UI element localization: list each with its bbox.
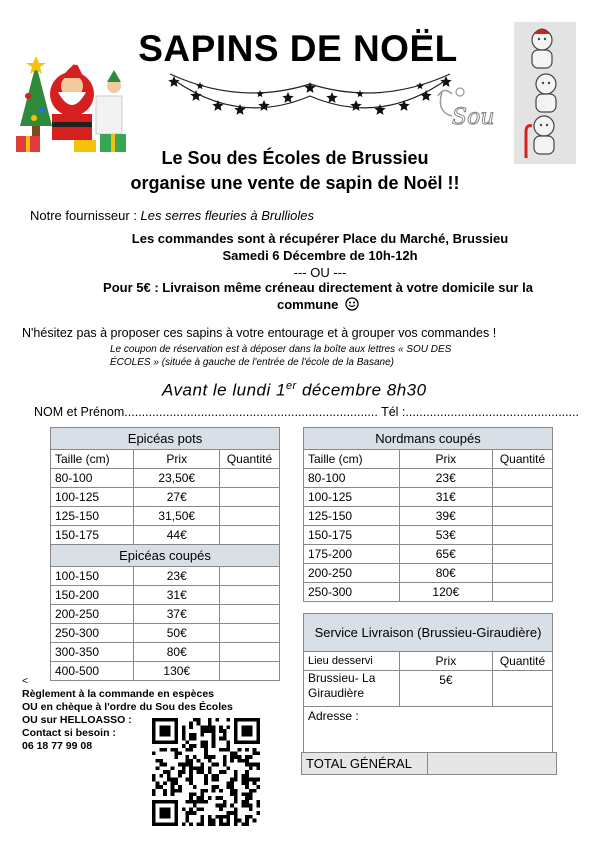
- service-title: Service Livraison (Brussieu-Giraudière): [304, 614, 553, 652]
- table-row: [51, 469, 280, 488]
- total-input[interactable]: [427, 753, 556, 775]
- supplier-name: Les serres fleuries à Brullioles: [140, 208, 314, 223]
- column-header: Lieu desservi: [304, 652, 400, 671]
- quantity-input[interactable]: [220, 605, 280, 624]
- size-cell: 150-175: [51, 526, 134, 545]
- column-header: Prix: [399, 652, 492, 671]
- size-cell: 400-500: [51, 662, 134, 681]
- quantity-input[interactable]: [220, 567, 280, 586]
- table-row: [51, 586, 280, 605]
- address-field[interactable]: [304, 707, 553, 757]
- size-cell: 175-200: [304, 545, 400, 564]
- quantity-input[interactable]: [493, 545, 553, 564]
- column-header: Prix: [399, 450, 493, 469]
- price-cell: 31€: [134, 586, 220, 605]
- quantity-input[interactable]: [493, 469, 553, 488]
- price-cell: 80€: [399, 564, 493, 583]
- star-icon: [256, 90, 264, 97]
- contact-phone: 06 18 77 99 08: [22, 740, 93, 752]
- quantity-input[interactable]: [493, 564, 553, 583]
- column-header: Prix: [134, 450, 220, 469]
- quantity-input[interactable]: [493, 583, 553, 602]
- column-header: Quantité: [220, 450, 280, 469]
- sou-des-ecoles-logo: [430, 82, 500, 130]
- size-cell: 125-150: [51, 507, 134, 526]
- table-row: [51, 507, 280, 526]
- size-cell: 100-125: [304, 488, 400, 507]
- star-icon: [356, 90, 364, 97]
- page-title: SAPINS DE NOËL: [138, 28, 458, 69]
- quantity-input[interactable]: [493, 488, 553, 507]
- price-cell: 65€: [399, 545, 493, 564]
- price-cell: 50€: [134, 624, 220, 643]
- delivery-line1: Pour 5€ : Livraison même créneau directement à votre domicile sur la: [103, 280, 533, 295]
- delivery-line2: commune: [276, 297, 339, 312]
- quantity-input[interactable]: [220, 488, 280, 507]
- epiceas-pots-title: Epicéas pots: [51, 428, 280, 450]
- size-cell: 80-100: [51, 469, 134, 488]
- size-cell: 100-125: [51, 488, 134, 507]
- price-cell: 31€: [399, 488, 493, 507]
- delivery-info: [58, 279, 578, 315]
- table-row: [304, 507, 553, 526]
- star-icon: [304, 82, 315, 93]
- smiley-icon: [345, 297, 359, 315]
- delivery-quantity-input[interactable]: [493, 671, 553, 707]
- table-row: [51, 643, 280, 662]
- star-icon: [326, 92, 337, 103]
- size-cell: 100-150: [51, 567, 134, 586]
- column-header: Taille (cm): [304, 450, 400, 469]
- star-icon: [398, 100, 409, 111]
- price-cell: 23€: [134, 567, 220, 586]
- total-row: [301, 752, 557, 775]
- price-cell: 53€: [399, 526, 493, 545]
- org-heading-line1: Le Sou des Écoles de Brussieu: [161, 148, 429, 168]
- table-row: [304, 526, 553, 545]
- payment-line: OU en chèque à l'ordre du Sou des Écoles: [22, 701, 233, 713]
- address-label: Adresse :: [308, 709, 359, 723]
- price-cell: 23€: [399, 469, 493, 488]
- table-row: [51, 488, 280, 507]
- order-deadline: [162, 380, 427, 401]
- coupon-note-line1: Le coupon de réservation est à déposer dans la boîte aux lettres « SOU DES: [110, 344, 452, 355]
- deadline-sup: er: [285, 380, 297, 392]
- table-row: [304, 583, 553, 602]
- price-cell: 27€: [134, 488, 220, 507]
- size-cell: 80-100: [304, 469, 400, 488]
- quantity-input[interactable]: [220, 526, 280, 545]
- quantity-input[interactable]: [493, 526, 553, 545]
- star-icon: [416, 82, 424, 89]
- column-header: Quantité: [493, 450, 553, 469]
- organization-heading: [60, 146, 530, 196]
- pickup-date: Samedi 6 Décembre de 10h-12h: [222, 248, 418, 263]
- table-row: [51, 624, 280, 643]
- deadline-text-end: décembre 8h30: [296, 380, 427, 400]
- or-separator: --- OU ---: [293, 265, 347, 280]
- gingerbread-decoration: [514, 22, 576, 164]
- nordmans-table: [303, 427, 553, 602]
- contact-label: Contact si besoin :: [22, 727, 116, 739]
- pickup-location: Les commandes sont à récupérer Place du Marché, Brussieu: [131, 231, 509, 246]
- table-row: [304, 564, 553, 583]
- santa-illustration: [14, 56, 134, 156]
- delivery-price: 5€: [399, 671, 492, 707]
- table-row: [304, 545, 553, 564]
- size-cell: 150-175: [304, 526, 400, 545]
- star-icon: [282, 92, 293, 103]
- payment-line: Règlement à la commande en espèces: [22, 688, 214, 700]
- coupon-note-line2: ÉCOLES » (située à gauche de l'entrée de l'école de la Basane): [110, 357, 394, 368]
- epiceas-coupes-title: Epicéas coupés: [51, 545, 280, 567]
- size-cell: 250-300: [51, 624, 134, 643]
- quantity-input[interactable]: [220, 507, 280, 526]
- payment-line: OU sur HELLOASSO :: [22, 714, 132, 726]
- quantity-input[interactable]: [220, 624, 280, 643]
- logo-text: Sou: [452, 105, 495, 130]
- delivery-place: Brussieu- La Giraudière: [304, 671, 400, 707]
- total-label: TOTAL GÉNÉRAL: [302, 753, 428, 775]
- price-cell: 130€: [134, 662, 220, 681]
- supplier-line: [30, 207, 314, 224]
- table-row: [304, 488, 553, 507]
- star-garland-decoration: [160, 66, 460, 136]
- encourage-text: N'hésitez pas à proposer ces sapins à votre entourage et à grouper vos commandes !: [22, 326, 497, 340]
- size-cell: 125-150: [304, 507, 400, 526]
- delivery-service-table: [303, 613, 553, 757]
- size-cell: 300-350: [51, 643, 134, 662]
- size-cell: 200-250: [51, 605, 134, 624]
- name-phone-field[interactable]: NOM et Prénom......................................................................... Tél :..................................................: [34, 405, 580, 419]
- supplier-label: Notre fournisseur :: [30, 208, 141, 223]
- payment-marker: <: [22, 675, 29, 687]
- price-cell: 80€: [134, 643, 220, 662]
- star-icon: [258, 100, 269, 111]
- quantity-input[interactable]: [220, 469, 280, 488]
- star-icon: [234, 104, 245, 115]
- price-cell: 31,50€: [134, 507, 220, 526]
- table-row: [51, 567, 280, 586]
- coupon-note: [110, 343, 530, 369]
- price-cell: 39€: [399, 507, 493, 526]
- price-cell: 37€: [134, 605, 220, 624]
- table-row: [304, 469, 553, 488]
- size-cell: 250-300: [304, 583, 400, 602]
- price-cell: 120€: [399, 583, 493, 602]
- star-icon: [350, 100, 361, 111]
- deadline-text: Avant le lundi 1: [162, 380, 286, 400]
- column-header: Taille (cm): [51, 450, 134, 469]
- size-cell: 200-250: [304, 564, 400, 583]
- size-cell: 150-200: [51, 586, 134, 605]
- pickup-info: [60, 230, 580, 281]
- org-heading-line2: organise une vente de sapin de Noël !!: [130, 173, 460, 193]
- quantity-input[interactable]: [220, 643, 280, 662]
- helloasso-qr-code[interactable]: [152, 718, 260, 826]
- nordmans-title: Nordmans coupés: [304, 428, 553, 450]
- table-row: [51, 526, 280, 545]
- epiceas-table: [50, 427, 280, 681]
- column-header: Quantité: [493, 652, 553, 671]
- star-icon: [196, 82, 204, 89]
- price-cell: 23,50€: [134, 469, 220, 488]
- table-row: [51, 605, 280, 624]
- star-icon: [212, 100, 223, 111]
- quantity-input[interactable]: [493, 507, 553, 526]
- quantity-input[interactable]: [220, 586, 280, 605]
- star-icon: [374, 104, 385, 115]
- price-cell: 44€: [134, 526, 220, 545]
